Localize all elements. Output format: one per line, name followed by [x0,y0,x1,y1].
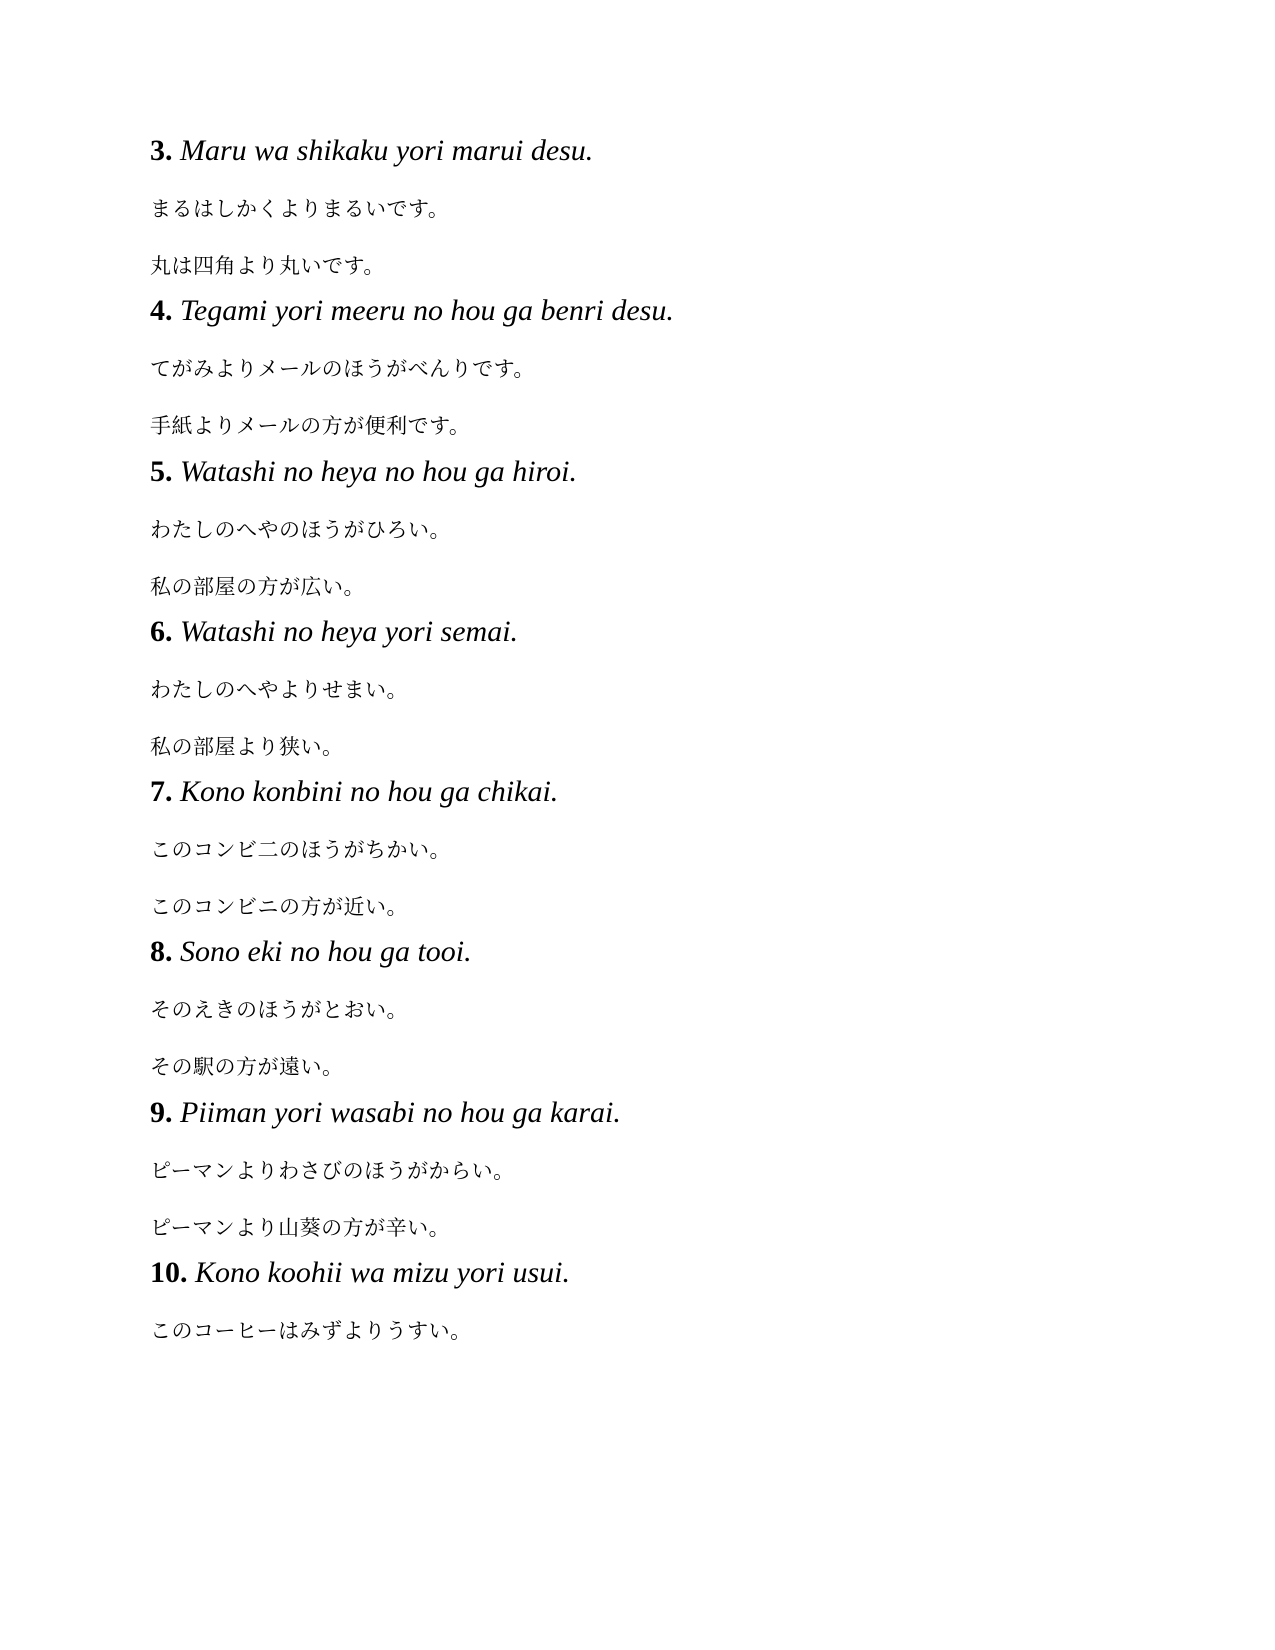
romaji-line [150,292,1150,330]
kana-line: てがみよりメールのほうがべんりです。 [150,357,535,382]
kana-line: わたしのへやよりせまい。 [150,677,408,702]
kanji-line: このコンビニの方が近い。 [150,895,408,920]
sentence-item-4 [150,292,1150,470]
kanji-line: 私の部屋より狭い。 [150,734,344,759]
kana-line: まるはしかくよりまるいです。 [150,197,450,221]
item-number: 9. [150,1095,173,1129]
sentence-item-3 [150,132,1150,310]
sentence-item-6 [150,613,1150,791]
item-number: 10. [150,1256,188,1290]
sentence-item-7 [150,773,1150,951]
kana-line: ピーマンよりわさびのほうがからい。 [150,1158,515,1183]
romaji-sentence: Sono eki no hou ga tooi. [180,935,472,969]
item-number: 7. [150,775,173,809]
kanji-line: ピーマンより山葵の方が辛い。 [150,1215,451,1240]
item-number: 5. [150,454,173,488]
item-number: 4. [150,294,173,328]
kanji-line: その駅の方が遠い。 [150,1055,344,1080]
romaji-sentence: Watashi no heya no hou ga hiroi. [180,454,577,488]
romaji-sentence: Watashi no heya yori semai. [180,614,519,648]
romaji-line [150,1254,1150,1292]
kana-line: このコンビ二のほうがちかい。 [150,838,451,863]
kanji-line: 私の部屋の方が広い。 [150,574,365,599]
kana-line: わたしのへやのほうがひろい。 [150,517,451,542]
kanji-line: 手紙よりメールの方が便利です。 [150,414,471,439]
item-number: 8. [150,935,173,969]
sentence-item-5 [150,453,1150,631]
document-page [150,134,1150,1432]
kana-line: このコーヒーはみずよりうすい。 [150,1319,472,1344]
item-number: 3. [150,134,173,167]
romaji-sentence: Maru wa shikaku yori marui desu. [180,134,594,167]
kana-line: そのえきのほうがとおい。 [150,998,408,1023]
romaji-sentence: Kono konbini no hou ga chikai. [180,775,559,809]
item-number: 6. [150,614,173,648]
romaji-line [150,132,1150,170]
romaji-sentence: Tegami yori meeru no hou ga benri desu. [180,294,674,328]
romaji-line [150,613,1150,651]
romaji-line [150,933,1150,971]
romaji-line [150,1094,1150,1132]
romaji-line [150,773,1150,811]
romaji-sentence: Kono koohii wa mizu yori usui. [195,1256,571,1290]
sentence-item-10 [150,1254,1150,1432]
kanji-line: 丸は四角より丸いです。 [150,254,385,278]
sentence-item-8 [150,933,1150,1111]
romaji-sentence: Piiman yori wasabi no hou ga karai. [180,1095,621,1129]
romaji-line [150,453,1150,491]
sentence-item-9 [150,1094,1150,1272]
